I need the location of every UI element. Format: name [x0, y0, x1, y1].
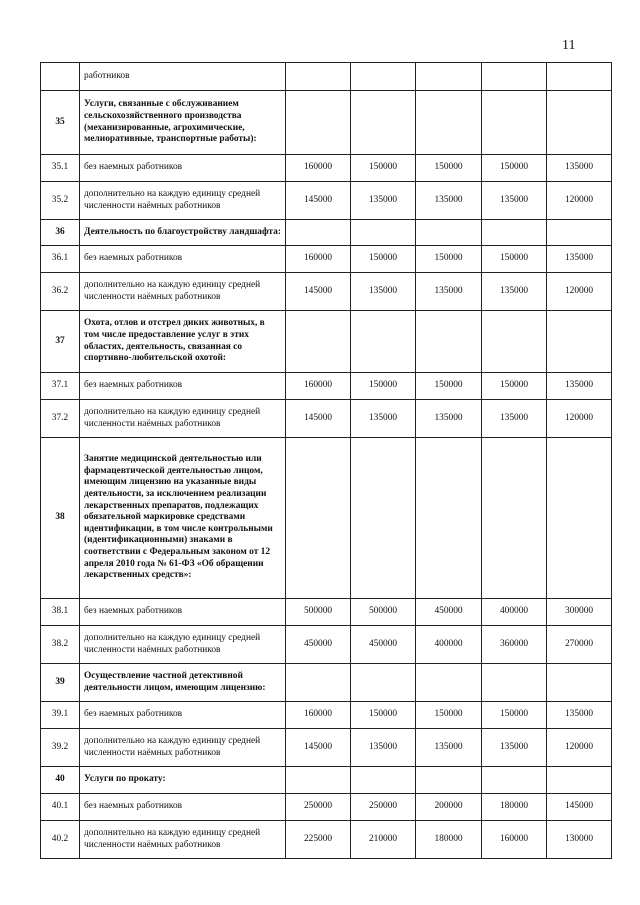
table-row — [41, 702, 612, 729]
row-description: дополнительно на каждую единицу средней численности наёмных работников — [80, 821, 286, 859]
value-cell: 300000 — [547, 599, 612, 626]
value-cell: 180000 — [416, 821, 482, 859]
value-cell: 145000 — [547, 794, 612, 821]
value-cell — [416, 220, 482, 246]
value-cell: 135000 — [416, 400, 482, 438]
table-row — [41, 599, 612, 626]
table-row — [41, 626, 612, 664]
row-description: дополнительно на каждую единицу средней численности наёмных работников — [80, 626, 286, 664]
value-cell: 270000 — [547, 626, 612, 664]
value-cell: 135000 — [482, 400, 547, 438]
value-cell — [416, 91, 482, 155]
value-cell — [286, 664, 351, 702]
value-cell: 135000 — [482, 182, 547, 220]
row-number: 37 — [41, 311, 80, 373]
row-description: дополнительно на каждую единицу средней численности наёмных работников — [80, 400, 286, 438]
table-row — [41, 220, 612, 246]
value-cell — [547, 311, 612, 373]
value-cell — [547, 91, 612, 155]
table-row — [41, 438, 612, 599]
value-cell — [416, 438, 482, 599]
value-cell — [286, 767, 351, 794]
value-cell — [286, 311, 351, 373]
row-number: 36.2 — [41, 273, 80, 311]
value-cell: 120000 — [547, 182, 612, 220]
value-cell: 400000 — [416, 626, 482, 664]
value-cell — [286, 438, 351, 599]
value-cell: 135000 — [351, 729, 416, 767]
value-cell — [482, 311, 547, 373]
value-cell: 250000 — [351, 794, 416, 821]
value-cell — [482, 767, 547, 794]
value-cell: 135000 — [547, 373, 612, 400]
value-cell: 450000 — [286, 626, 351, 664]
table-row — [41, 767, 612, 794]
table-row — [41, 273, 612, 311]
value-cell — [482, 91, 547, 155]
row-number: 40.2 — [41, 821, 80, 859]
value-cell: 150000 — [482, 246, 547, 273]
value-cell: 145000 — [286, 273, 351, 311]
value-cell — [351, 664, 416, 702]
row-number: 39 — [41, 664, 80, 702]
value-cell — [351, 438, 416, 599]
value-cell: 135000 — [547, 702, 612, 729]
value-cell: 180000 — [482, 794, 547, 821]
value-cell: 150000 — [482, 155, 547, 182]
row-description: Услуги, связанные с обслуживанием сельскохозяйственного производства (механизированные, агрохимические, мелиоративные, транспортные работы): — [80, 91, 286, 155]
value-cell: 160000 — [286, 373, 351, 400]
value-cell: 130000 — [547, 821, 612, 859]
value-cell: 135000 — [351, 273, 416, 311]
table-row — [41, 373, 612, 400]
value-cell: 135000 — [416, 729, 482, 767]
value-cell: 135000 — [416, 182, 482, 220]
value-cell — [286, 220, 351, 246]
row-number: 36.1 — [41, 246, 80, 273]
table-row — [41, 246, 612, 273]
value-cell: 135000 — [547, 246, 612, 273]
value-cell — [547, 220, 612, 246]
value-cell: 150000 — [416, 155, 482, 182]
table-row — [41, 794, 612, 821]
value-cell — [547, 438, 612, 599]
value-cell: 150000 — [416, 373, 482, 400]
value-cell — [351, 767, 416, 794]
value-cell — [416, 311, 482, 373]
value-cell: 160000 — [286, 246, 351, 273]
value-cell: 135000 — [351, 182, 416, 220]
value-cell: 145000 — [286, 182, 351, 220]
value-cell: 135000 — [351, 400, 416, 438]
row-number: 40.1 — [41, 794, 80, 821]
table-row — [41, 91, 612, 155]
row-number: 38 — [41, 438, 80, 599]
value-cell: 360000 — [482, 626, 547, 664]
row-number — [41, 63, 80, 91]
value-cell — [416, 63, 482, 91]
value-cell: 135000 — [416, 273, 482, 311]
value-cell — [547, 63, 612, 91]
row-number: 35 — [41, 91, 80, 155]
value-cell — [416, 664, 482, 702]
value-cell: 150000 — [351, 373, 416, 400]
row-description: Охота, отлов и отстрел диких животных, в том числе предоставление услуг в этих областях, деятельность, связанная со спортивно-любительской охотой: — [80, 311, 286, 373]
value-cell: 150000 — [482, 702, 547, 729]
row-number: 39.2 — [41, 729, 80, 767]
value-cell: 150000 — [416, 246, 482, 273]
tariff-table — [40, 62, 612, 859]
value-cell: 145000 — [286, 729, 351, 767]
value-cell: 160000 — [286, 702, 351, 729]
value-cell — [482, 63, 547, 91]
row-number: 38.1 — [41, 599, 80, 626]
row-number: 39.1 — [41, 702, 80, 729]
row-description: дополнительно на каждую единицу средней численности наёмных работников — [80, 729, 286, 767]
row-description: дополнительно на каждую единицу средней численности наёмных работников — [80, 273, 286, 311]
value-cell: 150000 — [351, 155, 416, 182]
row-description: без наемных работников — [80, 599, 286, 626]
value-cell: 450000 — [416, 599, 482, 626]
value-cell: 450000 — [351, 626, 416, 664]
row-description: Осуществление частной детективной деятельности лицом, имеющим лицензию: — [80, 664, 286, 702]
row-number: 40 — [41, 767, 80, 794]
value-cell: 210000 — [351, 821, 416, 859]
row-number: 35.1 — [41, 155, 80, 182]
value-cell — [351, 311, 416, 373]
table-row — [41, 729, 612, 767]
value-cell: 145000 — [286, 400, 351, 438]
value-cell: 200000 — [416, 794, 482, 821]
value-cell — [416, 767, 482, 794]
row-description: Услуги по прокату: — [80, 767, 286, 794]
value-cell: 120000 — [547, 273, 612, 311]
row-description: без наемных работников — [80, 246, 286, 273]
row-description: работников — [80, 63, 286, 91]
value-cell — [351, 91, 416, 155]
row-description: без наемных работников — [80, 155, 286, 182]
value-cell: 400000 — [482, 599, 547, 626]
value-cell — [547, 664, 612, 702]
value-cell: 160000 — [286, 155, 351, 182]
row-number: 37.1 — [41, 373, 80, 400]
value-cell: 500000 — [351, 599, 416, 626]
row-number: 38.2 — [41, 626, 80, 664]
value-cell: 120000 — [547, 729, 612, 767]
value-cell: 150000 — [351, 246, 416, 273]
value-cell: 150000 — [416, 702, 482, 729]
value-cell: 160000 — [482, 821, 547, 859]
value-cell — [286, 63, 351, 91]
value-cell: 150000 — [351, 702, 416, 729]
value-cell: 150000 — [482, 373, 547, 400]
value-cell — [547, 767, 612, 794]
table-row — [41, 400, 612, 438]
value-cell: 500000 — [286, 599, 351, 626]
table-row — [41, 311, 612, 373]
value-cell: 135000 — [482, 729, 547, 767]
row-description: дополнительно на каждую единицу средней численности наёмных работников — [80, 182, 286, 220]
row-number: 37.2 — [41, 400, 80, 438]
table-row — [41, 63, 612, 91]
row-description: без наемных работников — [80, 373, 286, 400]
value-cell: 250000 — [286, 794, 351, 821]
table-row — [41, 664, 612, 702]
row-description: без наемных работников — [80, 702, 286, 729]
page-number: 11 — [562, 38, 576, 53]
tariff-table-body — [41, 63, 612, 859]
table-row — [41, 155, 612, 182]
value-cell — [286, 91, 351, 155]
value-cell — [351, 220, 416, 246]
value-cell — [482, 664, 547, 702]
value-cell: 120000 — [547, 400, 612, 438]
value-cell — [351, 63, 416, 91]
table-row — [41, 821, 612, 859]
value-cell: 225000 — [286, 821, 351, 859]
row-description: Занятие медицинской деятельностью или фармацевтической деятельностью лицом, имеющим лицензию на указанные виды деятельности, за исключением реализации лекарственных препаратов, подлежащих обязательной маркировке средствами идентификации, в том числе контрольными (идентификационными) знаками в соответствии с Федеральным законом от 12 апреля 2010 года № 61-ФЗ «Об обращении лекарственных средств»: — [80, 438, 286, 599]
value-cell — [482, 438, 547, 599]
row-number: 36 — [41, 220, 80, 246]
row-number: 35.2 — [41, 182, 80, 220]
value-cell — [482, 220, 547, 246]
value-cell: 135000 — [482, 273, 547, 311]
row-description: без наемных работников — [80, 794, 286, 821]
table-row — [41, 182, 612, 220]
row-description: Деятельность по благоустройству ландшафта: — [80, 220, 286, 246]
value-cell: 135000 — [547, 155, 612, 182]
